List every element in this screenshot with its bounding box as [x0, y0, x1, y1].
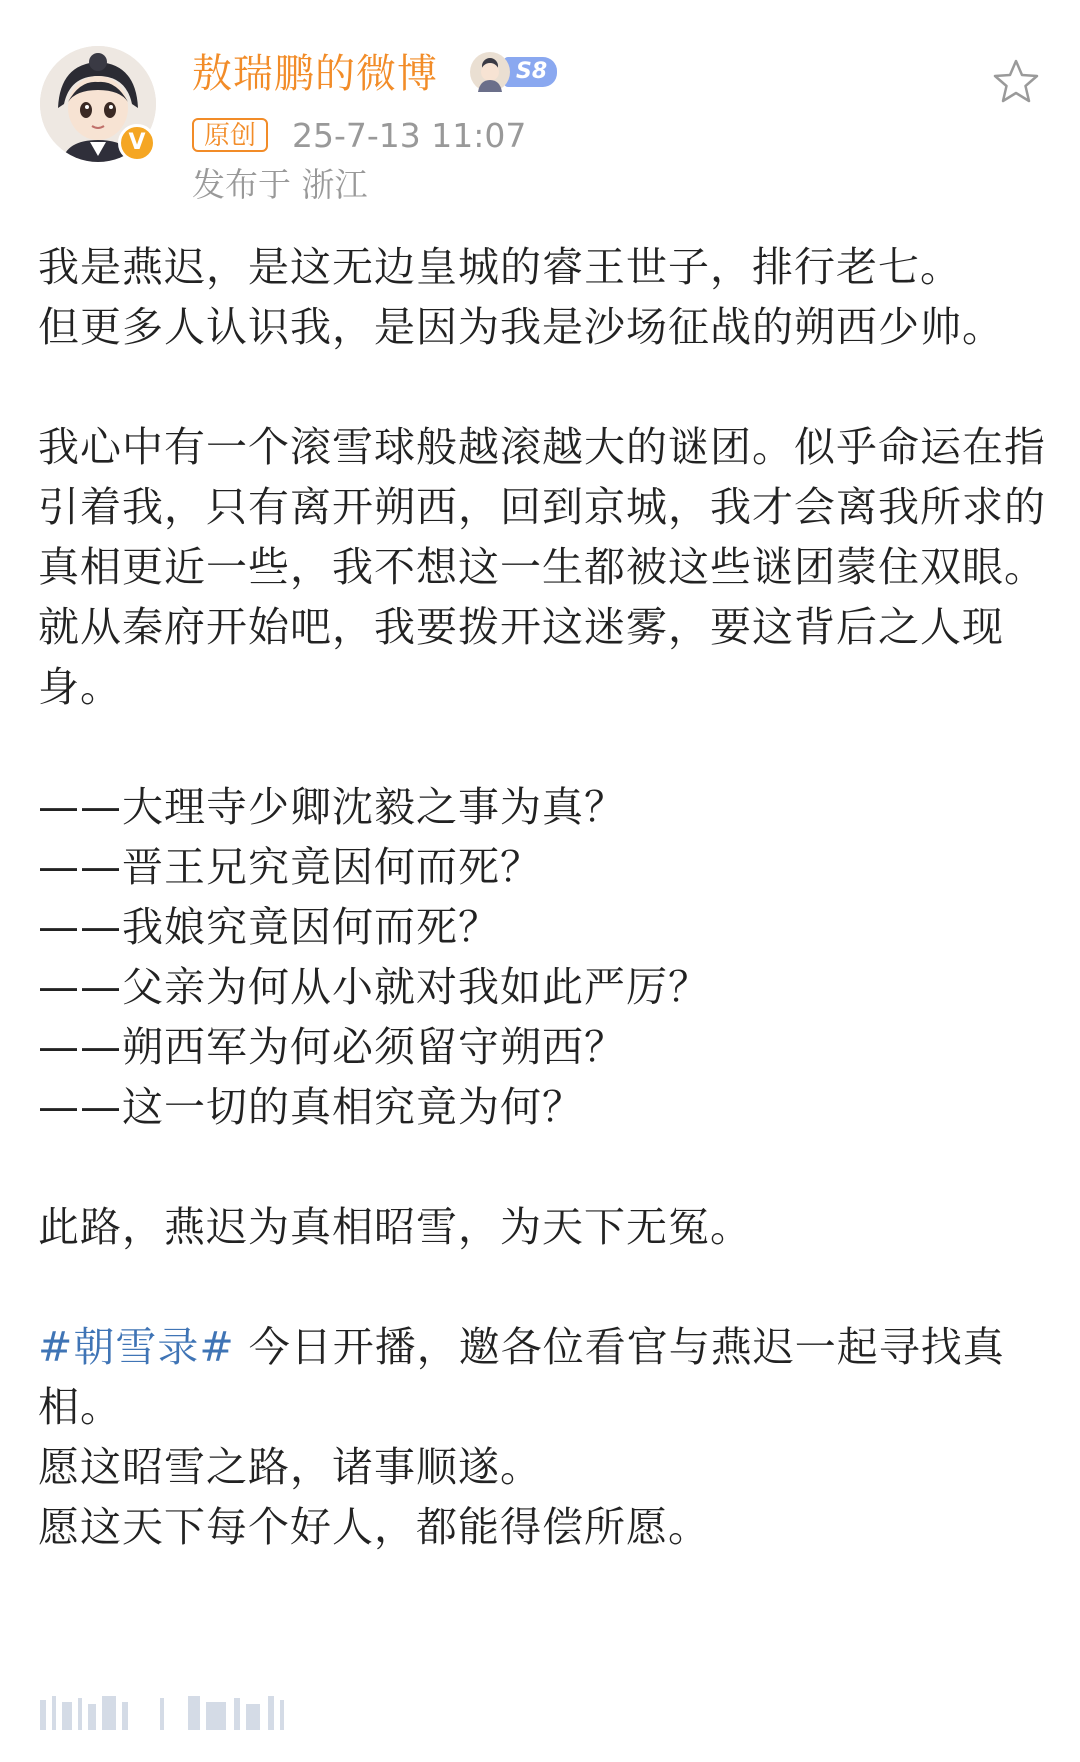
paragraph-gap [38, 1257, 1048, 1317]
truncated-footer-icons [38, 1692, 338, 1732]
post-timestamp: 25-7-13 11:07 [292, 116, 527, 155]
post-header [0, 0, 1080, 210]
post-paragraph: 我心中有一个滚雪球般越滚越大的谜团。似乎命运在指引着我，只有离开朔西，回到京城，我才会离我所求的真相更近一些，我不想这一生都被这些谜团蒙住双眼。 [38, 423, 1046, 591]
level-mascot-icon [470, 52, 510, 92]
verified-badge: V [118, 124, 156, 162]
question-line: ——我娘究竟因何而死？ [38, 903, 500, 951]
hashtag-link[interactable]: #朝雪录# [38, 1323, 235, 1371]
question-line: ——这一切的真相究竟为何？ [38, 1083, 584, 1131]
hashtag-line-text: 今日开播，邀各位看官与燕迟一起寻找真相。 [38, 1323, 1005, 1431]
paragraph-gap [38, 1137, 1048, 1197]
question-line: ——大理寺少卿沈毅之事为真？ [38, 783, 626, 831]
closing-line: 愿这天下每个好人，都能得偿所愿。 [38, 1503, 710, 1551]
post-location: 发布于 浙江 [192, 165, 368, 204]
hashtag-paragraph [38, 1317, 1048, 1437]
closing-line: 愿这昭雪之路，诸事顺遂。 [38, 1443, 542, 1491]
paragraph-gap [38, 717, 1048, 777]
post-paragraph: 就从秦府开始吧，我要拨开这迷雾，要这背后之人现身。 [38, 603, 1004, 711]
question-line: ——晋王兄究竟因何而死？ [38, 843, 542, 891]
level-badge[interactable] [470, 52, 557, 92]
paragraph-gap [38, 357, 1048, 417]
post-paragraph: 此路，燕迟为真相昭雪，为天下无冤。 [38, 1203, 752, 1251]
level-tag: S8 [504, 57, 557, 87]
original-tag: 原创 [192, 118, 268, 152]
star-icon[interactable] [990, 56, 1042, 108]
post-paragraph: 但更多人认识我，是因为我是沙场征战的朔西少帅。 [38, 303, 1004, 351]
question-line: ——朔西军为何必须留守朔西？ [38, 1023, 626, 1071]
post-paragraph: 我是燕迟，是这无边皇城的睿王世子，排行老七。 [38, 243, 962, 291]
question-line: ——父亲为何从小就对我如此严厉？ [38, 963, 710, 1011]
post-body [38, 237, 1048, 1557]
username-link[interactable]: 敖瑞鹏的微博 [192, 51, 438, 97]
